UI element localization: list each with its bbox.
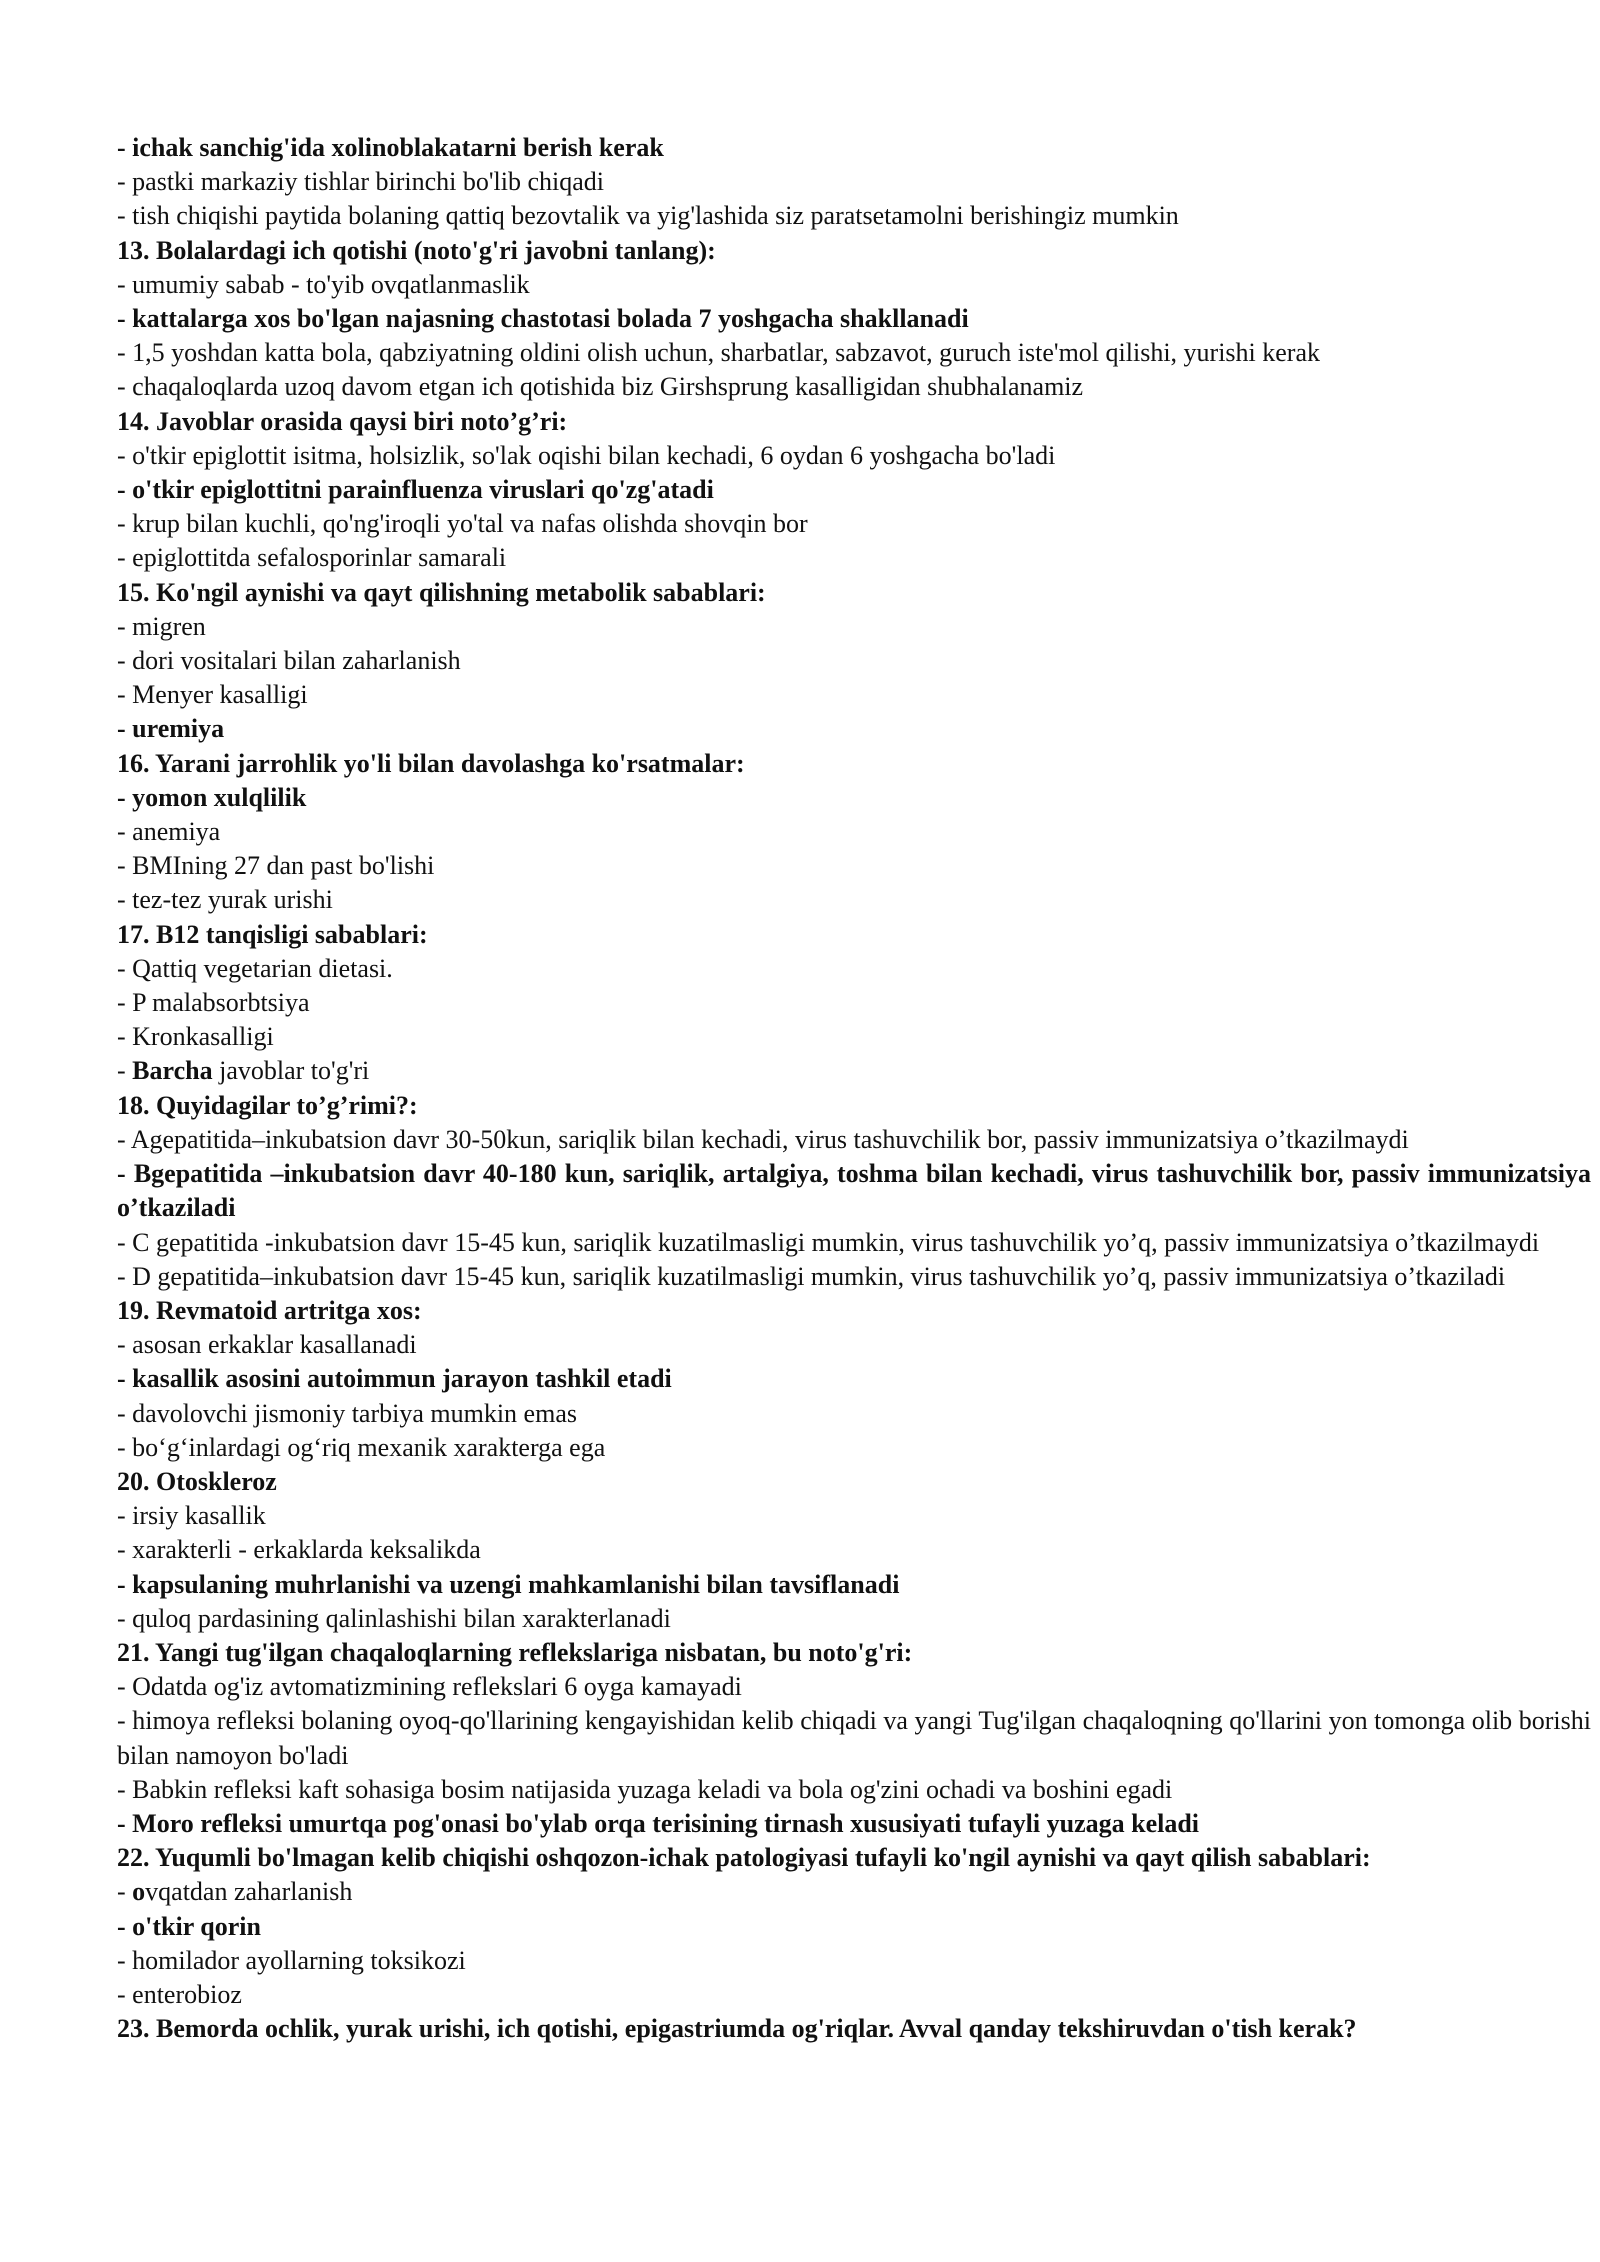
question-line: 23. Bemorda ochlik, yurak urishi, ich qotishi, epigastriumda og'riqlar. Avval qanday tekshiruvdan o'tish kerak?: [117, 2014, 1357, 2044]
answer-option-mixed: [117, 1054, 1591, 1088]
answer-option: - D gepatitida–inkubatsion davr 15-45 kun, sariqlik kuzatilmasligi mumkin, virus tashuvchilik yo’q, passiv immunizatsiya o’tkaziladi: [117, 1261, 1506, 1291]
question-line: 20. Otoskleroz: [117, 1466, 277, 1496]
answer-option: - migren: [117, 611, 206, 641]
answer-option: - C gepatitida -inkubatsion davr 15-45 kun, sariqlik kuzatilmasligi mumkin, virus tashuvchilik yo’q, passiv immunizatsiya o’tkazilmaydi: [117, 1227, 1540, 1257]
answer-option: - himoya refleksi bolaning oyoq-qo'llarining kengayishidan kelib chiqadi va yangi Tug'ilgan chaqaloqning qo'llarini yon tomonga olib borishi bilan namoyon bo'ladi: [117, 1706, 1591, 1770]
answer-option: - xarakterli - erkaklarda keksalikda: [117, 1535, 481, 1565]
answer-option-correct: - yomon xulqlilik: [117, 782, 307, 812]
text-segment: javoblar to'g'ri: [212, 1056, 370, 1086]
answer-option-correct: - Bgepatitida –inkubatsion davr 40-180 kun, sariqlik, artalgiya, toshma bilan kechadi, virus tashuvchilik bor, passiv immunizatsiya o’tkaziladi: [117, 1159, 1591, 1223]
text-segment: -: [117, 1056, 133, 1086]
answer-option: - tez-tez yurak urishi: [117, 885, 333, 915]
answer-option-correct: - kapsulaning muhrlanishi va uzengi mahkamlanishi bilan tavsiflanadi: [117, 1569, 900, 1599]
answer-option: - 1,5 yoshdan katta bola, qabziyatning oldini olish uchun, sharbatlar, sabzavot, guruch iste'mol qilishi, yurishi kerak: [117, 338, 1321, 368]
answer-option: - enterobioz: [117, 1979, 242, 2009]
answer-option: - quloq pardasining qalinlashishi bilan xarakterlanadi: [117, 1603, 671, 1633]
answer-option-correct: - o'tkir epiglottitni parainfluenza viruslari qo'zg'atadi: [117, 475, 714, 505]
answer-option: - chaqaloqlarda uzoq davom etgan ich qotishida biz Girshsprung kasalligidan shubhalanamiz: [117, 372, 1084, 402]
answer-option-correct: - Moro refleksi umurtqa pog'onasi bo'ylab orqa terisining tirnash xususiyati tufayli yuzaga keladi: [117, 1808, 1200, 1838]
bold-segment: o: [132, 1877, 146, 1907]
answer-option: - P malabsorbtsiya: [117, 988, 310, 1018]
question-line: 15. Ko'ngil aynishi va qayt qilishning metabolik sabablari:: [117, 577, 766, 607]
answer-option: - Agepatitida–inkubatsion davr 30-50kun, sariqlik bilan kechadi, virus tashuvchilik bor, passiv immunizatsiya o’tkazilmaydi: [117, 1124, 1409, 1154]
answer-option: - homilador ayollarning toksikozi: [117, 1945, 466, 1975]
text-segment: -: [117, 1877, 133, 1907]
answer-option: - davolovchi jismoniy tarbiya mumkin emas: [117, 1398, 577, 1428]
answer-option: - bo‘g‘inlardagi og‘riq mexanik xarakterga ega: [117, 1432, 606, 1462]
answer-option: - irsiy kasallik: [117, 1501, 266, 1531]
answer-option-correct: - o'tkir qorin: [117, 1911, 261, 1941]
answer-option: - epiglottitda sefalosporinlar samarali: [117, 543, 507, 573]
answer-option: - Kronkasalligi: [117, 1022, 274, 1052]
question-line: 22. Yuqumli bo'lmagan kelib chiqishi oshqozon-ichak patologiyasi tufayli ko'ngil aynishi va qayt qilish sabablari:: [117, 1843, 1371, 1873]
question-line: 21. Yangi tug'ilgan chaqaloqlarning reflekslariga nisbatan, bu noto'g'ri:: [117, 1637, 913, 1667]
answer-option: - asosan erkaklar kasallanadi: [117, 1330, 417, 1360]
text-segment: vqatdan zaharlanish: [145, 1877, 353, 1907]
document-page: [117, 131, 1591, 2046]
question-line: 13. Bolalardagi ich qotishi (noto'g'ri javobni tanlang):: [117, 235, 716, 265]
answer-option: - anemiya: [117, 817, 221, 847]
answer-option-mixed: [117, 1875, 1591, 1909]
answer-option: - Qattiq vegetarian dietasi.: [117, 953, 393, 983]
question-line: 19. Revmatoid artritga xos:: [117, 1295, 422, 1325]
answer-option: - umumiy sabab - to'yib ovqatlanmaslik: [117, 269, 530, 299]
question-line: 18. Quyidagilar to’g’rimi?:: [117, 1090, 418, 1120]
question-line: 14. Javoblar orasida qaysi biri noto’g’ri:: [117, 406, 568, 436]
answer-option: - pastki markaziy tishlar birinchi bo'lib chiqadi: [117, 167, 605, 197]
answer-option: - tish chiqishi paytida bolaning qattiq bezovtalik va yig'lashida siz paratsetamolni berishingiz mumkin: [117, 201, 1179, 231]
answer-option-correct: - kasallik asosini autoimmun jarayon tashkil etadi: [117, 1364, 672, 1394]
answer-option: - krup bilan kuchli, qo'ng'iroqli yo'tal va nafas olishda shovqin bor: [117, 509, 808, 539]
answer-option: - Babkin refleksi kaft sohasiga bosim natijasida yuzaga keladi va bola og'zini ochadi va boshini egadi: [117, 1774, 1173, 1804]
answer-option-correct: - ichak sanchig'ida xolinoblakatarni berish kerak: [117, 133, 664, 162]
answer-option-correct: - uremiya: [117, 714, 225, 744]
question-line: 17. B12 tanqisligi sabablari:: [117, 919, 428, 949]
answer-option: - Odatda og'iz avtomatizmining reflekslari 6 oyga kamayadi: [117, 1672, 742, 1702]
bold-segment: Barcha: [132, 1056, 213, 1086]
answer-option: - dori vositalari bilan zaharlanish: [117, 646, 461, 676]
question-line: 16. Yarani jarrohlik yo'li bilan davolashga ko'rsatmalar:: [117, 748, 745, 778]
answer-option-correct: - kattalarga xos bo'lgan najasning chastotasi bolada 7 yoshgacha shakllanadi: [117, 304, 969, 334]
answer-option: - BMIning 27 dan past bo'lishi: [117, 851, 435, 881]
answer-option: - Menyer kasalligi: [117, 680, 308, 710]
answer-option: - o'tkir epiglottit isitma, holsizlik, so'lak oqishi bilan kechadi, 6 oydan 6 yoshgacha bo'ladi: [117, 440, 1056, 470]
